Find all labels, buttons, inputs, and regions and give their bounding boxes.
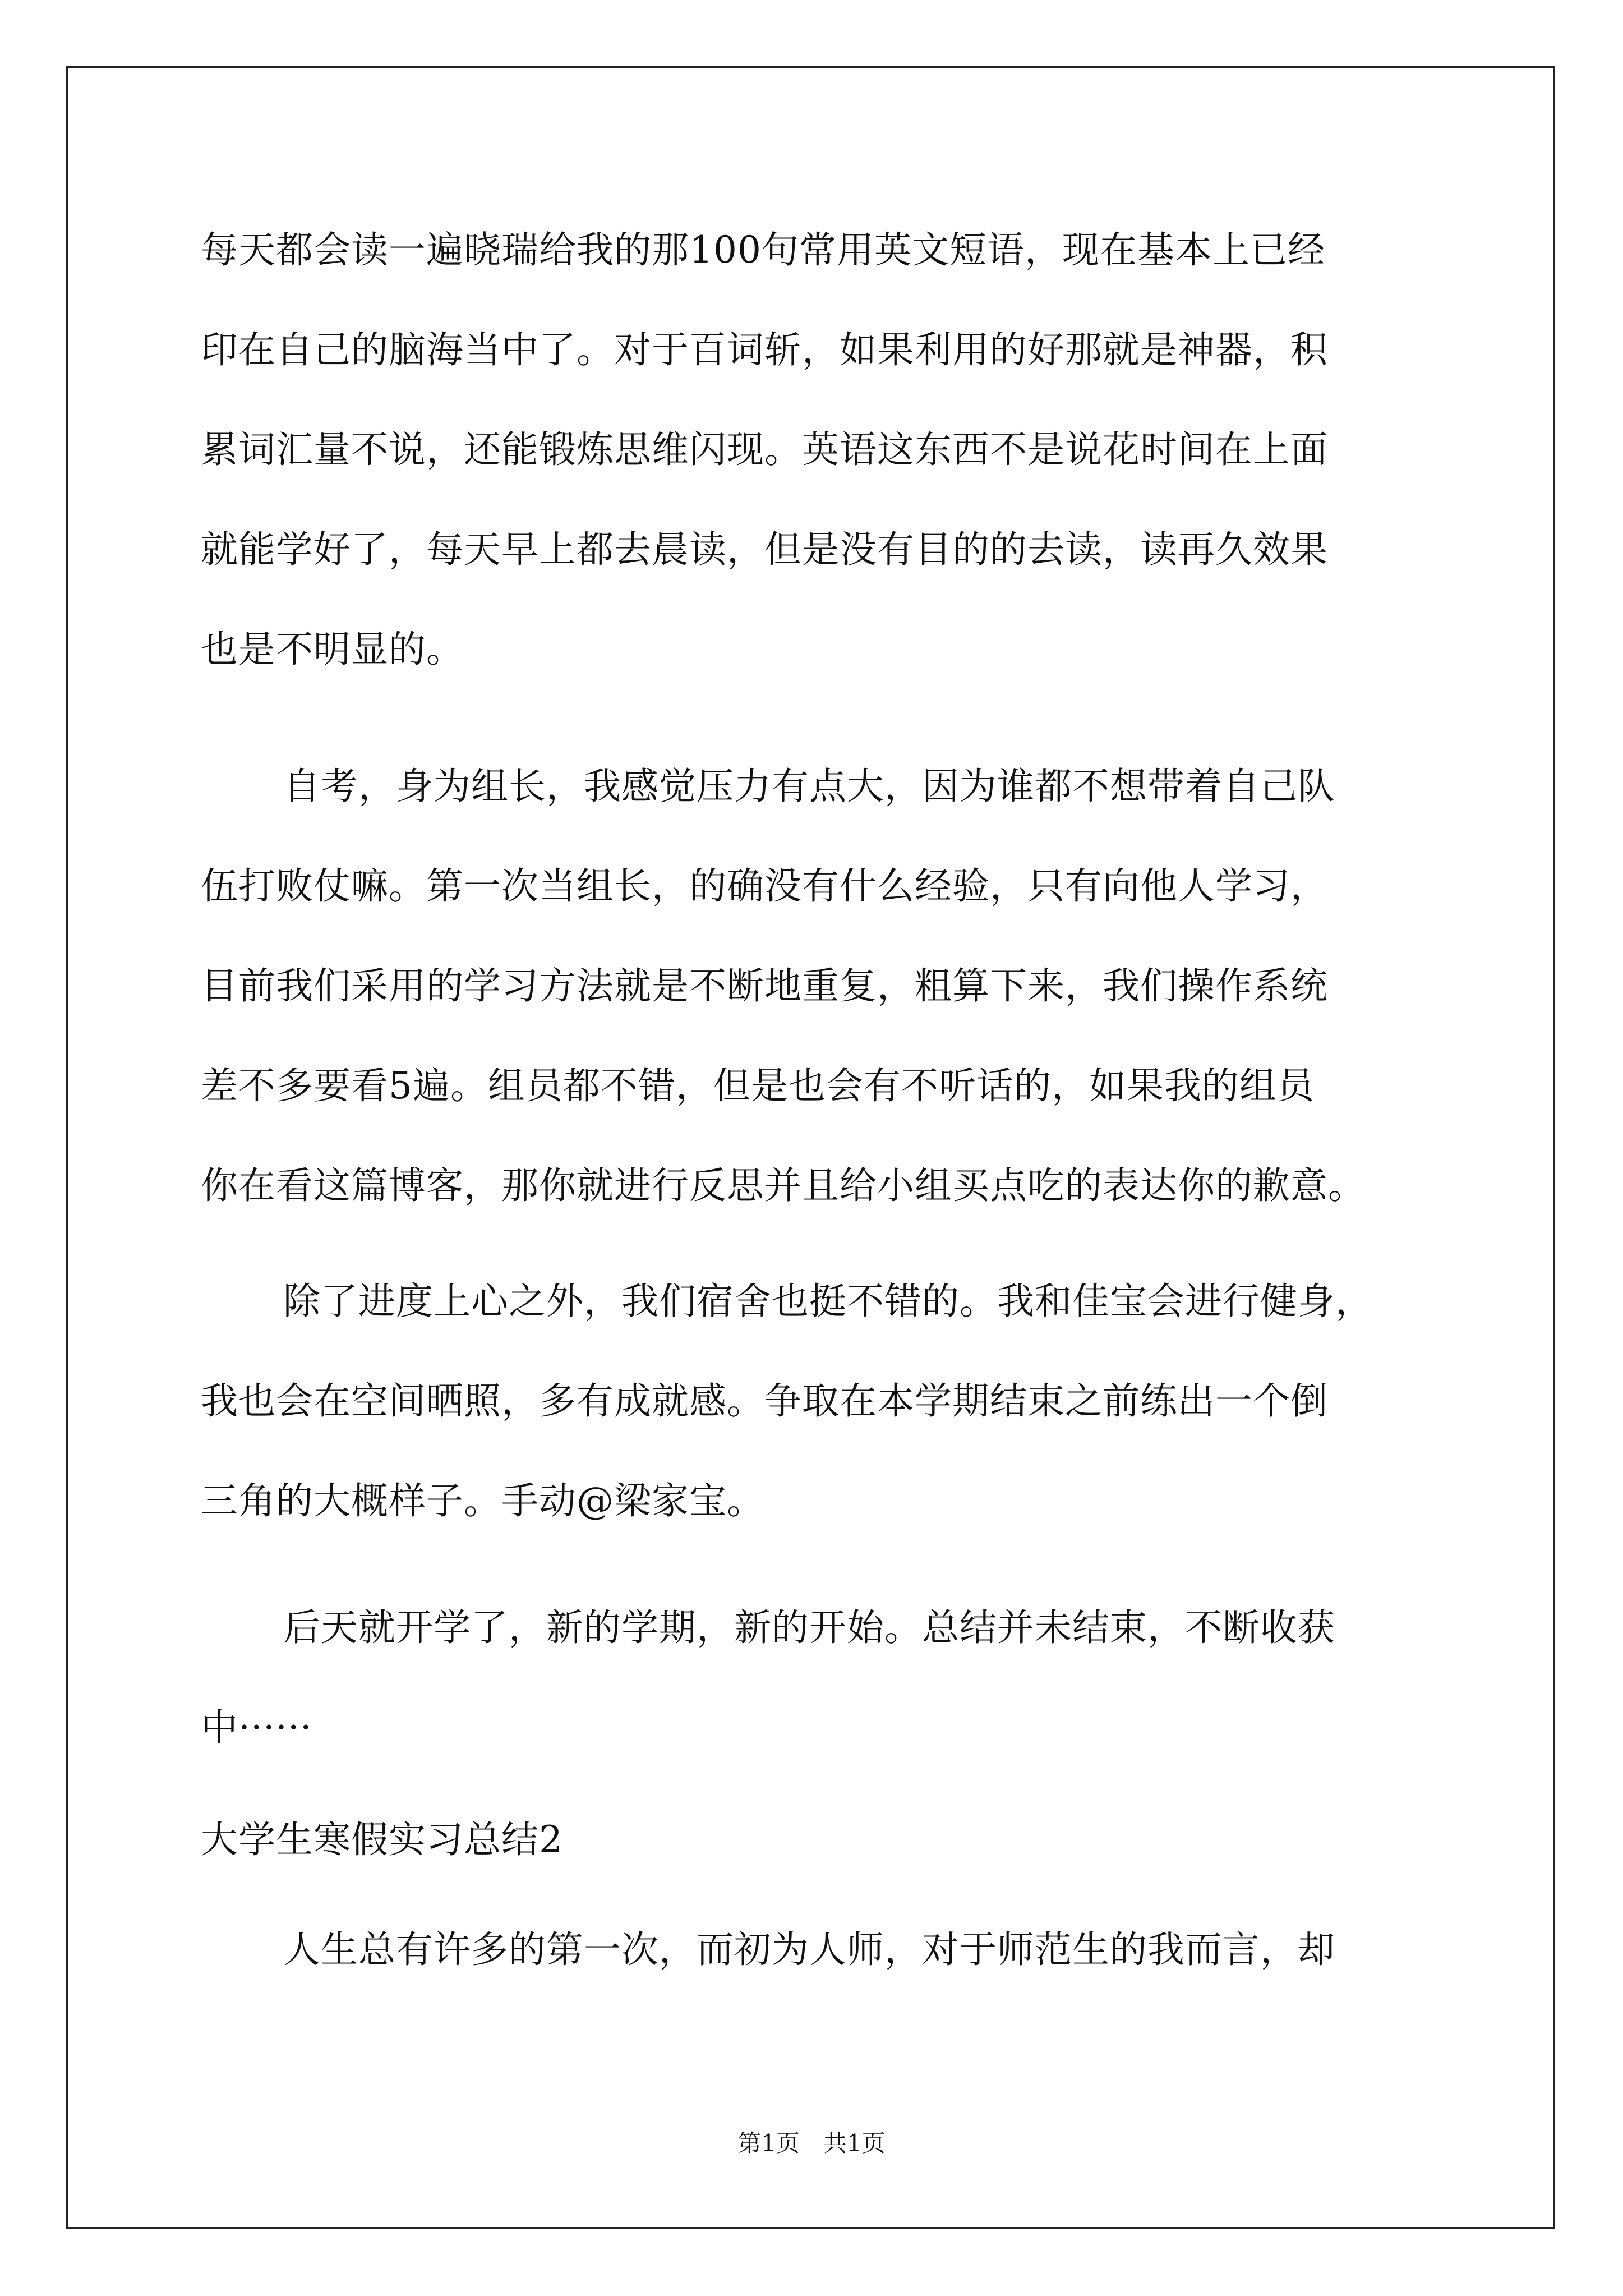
page-footer: 第1页 共1页	[737, 2129, 886, 2157]
paragraph-line: 我也会在空间晒照，多有成就感。争取在本学期结束之前练出一个倒	[201, 1379, 1328, 1423]
paragraph-line: 后天就开学了，新的学期，新的开始。总结并未结束，不断收获	[283, 1606, 1335, 1649]
paragraph-line: 伍打败仗嘛。第一次当组长，的确没有什么经验，只有向他人学习，	[201, 864, 1328, 908]
section-heading: 大学生寒假实习总结2	[201, 1818, 563, 1861]
paragraph-line: 人生总有许多的第一次，而初为人师，对于师范生的我而言，却	[283, 1928, 1335, 1971]
paragraph-line: 每天都会读一遍晓瑞给我的那100句常用英文短语，现在基本上已经	[201, 228, 1325, 272]
paragraph-line: 也是不明显的。	[201, 628, 464, 671]
paragraph-line: 三角的大概样子。手动@梁家宝。	[201, 1479, 764, 1522]
paragraph-line: 目前我们采用的学习方法就是不断地重复，粗算下来，我们操作系统	[201, 964, 1328, 1007]
paragraph-line: 累词汇量不说，还能锻炼思维闪现。英语这东西不是说花时间在上面	[201, 428, 1328, 471]
paragraph-line: 就能学好了，每天早上都去晨读，但是没有目的的去读，读再久效果	[201, 528, 1328, 571]
paragraph-line: 自考，身为组长，我感觉压力有点大，因为谁都不想带着自己队	[283, 765, 1335, 808]
paragraph-line: 你在看这篇博客，那你就进行反思并且给小组买点吃的表达你的歉意。	[201, 1164, 1366, 1207]
paragraph-line: 印在自己的脑海当中了。对于百词斩，如果利用的好那就是神器，积	[201, 328, 1328, 371]
paragraph-line: 差不多要看5遍。组员都不错，但是也会有不听话的，如果我的组员	[201, 1064, 1315, 1107]
paragraph-line: 除了进度上心之外，我们宿舍也挺不错的。我和佳宝会进行健身，	[283, 1280, 1373, 1323]
page-border	[66, 66, 1555, 2229]
paragraph-line: 中······	[201, 1706, 312, 1749]
